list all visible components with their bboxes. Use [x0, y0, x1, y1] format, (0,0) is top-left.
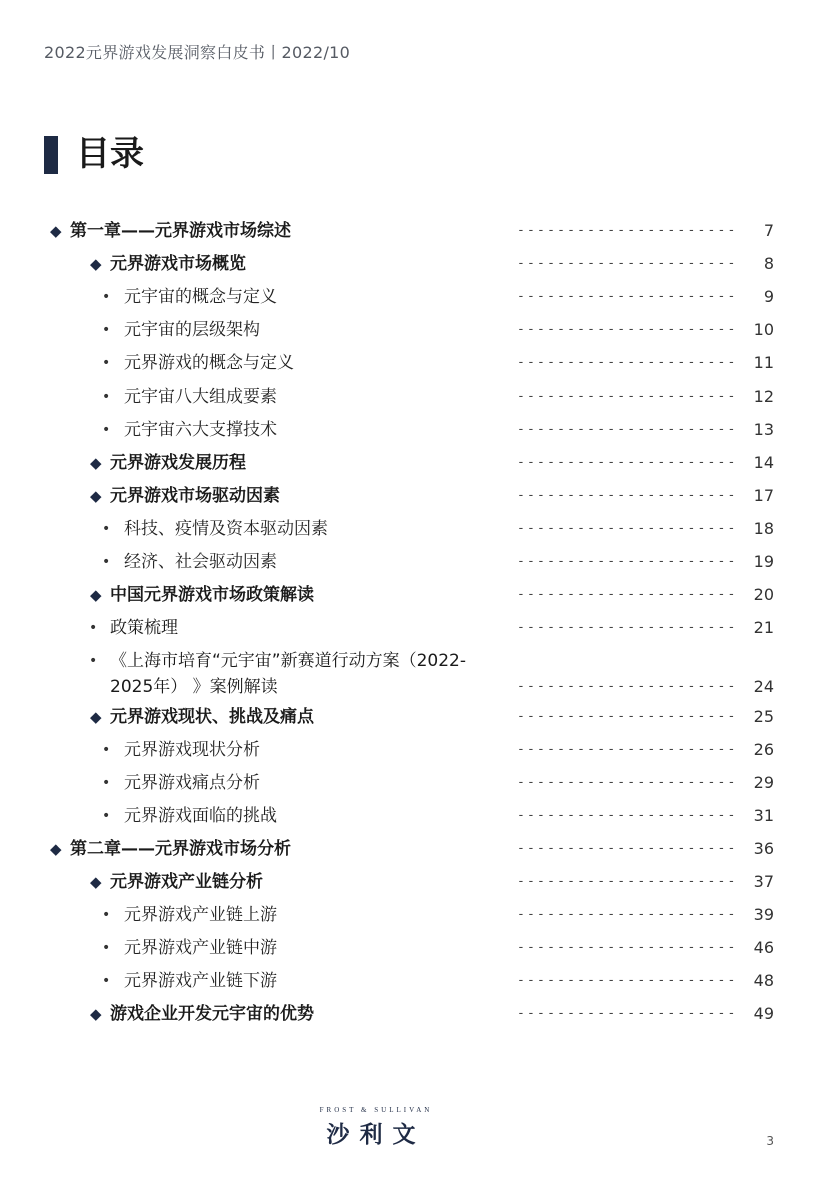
toc-leader-dashes: ---------------------- — [517, 421, 738, 437]
diamond-bullet-icon: ◆ — [90, 1005, 102, 1024]
toc-entry-page: 39 — [753, 905, 774, 925]
toc-entry-page: 11 — [753, 353, 774, 373]
diamond-bullet-icon: ◆ — [90, 707, 102, 726]
toc-entry-page: 13 — [753, 419, 774, 439]
toc-entry-label: 《上海市培育“元宇宙”新赛道行动方案（2022-2025年） 》案例解读 — [110, 651, 467, 698]
diamond-bullet-icon: ◆ — [90, 873, 102, 891]
toc-leader-dashes: ---------------------- — [517, 774, 738, 790]
toc-entry-page: 49 — [753, 1004, 774, 1024]
toc-entry-label: 元界游戏发展历程 — [110, 452, 246, 473]
toc-entry[interactable] — [0, 737, 822, 763]
toc-entry-page: 18 — [753, 518, 774, 538]
toc-entry-page: 24 — [753, 677, 774, 697]
company-logo — [316, 1106, 436, 1149]
toc-entry-page: 20 — [753, 585, 774, 605]
toc-entry-page: 9 — [763, 287, 774, 307]
toc-leader-dashes: ---------------------- — [517, 487, 738, 503]
toc-entry[interactable] — [0, 869, 822, 895]
toc-entry-page: 8 — [763, 254, 774, 274]
diamond-bullet-icon: ◆ — [50, 222, 62, 240]
toc-entry-page: 7 — [763, 221, 774, 240]
toc-entry[interactable] — [0, 417, 822, 443]
toc-entry[interactable] — [0, 284, 822, 310]
diamond-bullet-icon: ◆ — [90, 486, 102, 505]
toc-entry[interactable] — [0, 704, 822, 730]
toc-entry[interactable] — [0, 648, 822, 700]
toc-entry-label: 元界游戏的概念与定义 — [124, 353, 294, 374]
toc-entry[interactable] — [0, 902, 822, 928]
toc-entry[interactable] — [0, 384, 822, 410]
toc-entry[interactable] — [0, 516, 822, 542]
diamond-bullet-icon: ◆ — [90, 255, 102, 274]
toc-leader-dashes: ---------------------- — [517, 554, 738, 569]
toc-entry-label: 元界游戏现状分析 — [124, 739, 260, 760]
toc-entry-page: 12 — [753, 386, 774, 406]
toc-entry[interactable] — [0, 803, 822, 829]
dot-bullet-icon: • — [102, 421, 111, 438]
toc-entry-label: 元宇宙的概念与定义 — [124, 287, 277, 308]
toc-entry-label: 元界游戏现状、挑战及痛点 — [110, 706, 314, 727]
toc-leader-dashes: ---------------------- — [517, 322, 738, 338]
toc-leader-dashes: ---------------------- — [517, 256, 738, 272]
dot-bullet-icon: • — [102, 940, 111, 957]
toc-leader-dashes: ---------------------- — [517, 679, 738, 695]
dot-bullet-icon: • — [102, 907, 111, 924]
diamond-bullet-icon: ◆ — [90, 453, 102, 472]
toc-leader-dashes: ---------------------- — [517, 907, 738, 923]
toc-leader-dashes: ---------------------- — [517, 1006, 738, 1022]
toc-entry-page: 29 — [753, 772, 774, 792]
toc-entry-label: 元界游戏面临的挑战 — [124, 805, 277, 826]
toc-entry[interactable] — [0, 251, 822, 277]
toc-entry-page: 31 — [753, 805, 774, 825]
dot-bullet-icon: • — [102, 355, 111, 372]
toc-leader-dashes: ---------------------- — [517, 708, 738, 724]
dot-bullet-icon: • — [102, 774, 111, 791]
dot-bullet-icon: • — [102, 807, 111, 824]
dot-bullet-icon: • — [102, 973, 111, 990]
toc-entry-label: 元界游戏痛点分析 — [124, 772, 260, 793]
toc-leader-dashes: ---------------------- — [517, 289, 738, 305]
toc-entry-page: 48 — [753, 971, 774, 991]
toc-entry-label: 元宇宙八大组成要素 — [124, 386, 277, 407]
toc-entry[interactable] — [0, 968, 822, 994]
toc-entry-label: 元宇宙的层级架构 — [124, 320, 260, 341]
toc-entry[interactable] — [0, 770, 822, 796]
toc-entry[interactable] — [0, 549, 822, 575]
toc-entry-page: 21 — [753, 618, 774, 638]
logo-english-text: FROST & SULLIVAN — [319, 1106, 433, 1114]
dot-bullet-icon: • — [102, 322, 111, 339]
dot-bullet-icon: • — [89, 653, 98, 670]
toc-entry-label: 游戏企业开发元宇宙的优势 — [110, 1004, 314, 1025]
toc-entry-page: 14 — [753, 452, 774, 472]
toc-entry-page: 10 — [753, 320, 774, 340]
toc-leader-dashes: ---------------------- — [517, 874, 738, 889]
toc-leader-dashes: ---------------------- — [517, 223, 738, 238]
toc-entry-label: 元界游戏产业链下游 — [124, 971, 277, 992]
toc-entry[interactable] — [0, 317, 822, 343]
toc-leader-dashes: ---------------------- — [517, 940, 738, 956]
toc-entry[interactable] — [0, 483, 822, 509]
toc-entry-label: 政策梳理 — [110, 618, 178, 639]
toc-entry-label: 第二章——元界游戏市场分析 — [70, 838, 291, 859]
toc-entry-label: 经济、社会驱动因素 — [124, 552, 277, 572]
toc-entry-page: 25 — [753, 706, 774, 726]
page-number: 3 — [766, 1134, 774, 1148]
dot-bullet-icon: • — [102, 289, 111, 306]
toc-leader-dashes: ---------------------- — [517, 388, 738, 404]
toc-entry-page: 26 — [753, 739, 774, 759]
toc-entry-label: 元界游戏产业链分析 — [110, 872, 263, 892]
toc-leader-dashes: ---------------------- — [517, 454, 738, 470]
toc-leader-dashes: ---------------------- — [517, 973, 738, 989]
toc-entry-label: 元界游戏产业链中游 — [124, 938, 277, 959]
toc-entry-page: 37 — [753, 872, 774, 891]
title-accent-bar — [44, 136, 58, 174]
toc-entry[interactable] — [0, 582, 822, 608]
dot-bullet-icon: • — [102, 388, 111, 405]
toc-entry-label: 元宇宙六大支撑技术 — [124, 419, 277, 440]
toc-leader-dashes: ---------------------- — [517, 355, 738, 371]
toc-entry[interactable] — [0, 350, 822, 376]
toc-entry-label: 元界游戏市场概览 — [110, 254, 246, 275]
document-header: 2022元界游戏发展洞察白皮书丨2022/10 — [44, 43, 351, 62]
toc-leader-dashes: ---------------------- — [517, 520, 738, 536]
toc-entry[interactable] — [0, 1001, 822, 1027]
toc-entry[interactable] — [0, 836, 822, 862]
toc-leader-dashes: ---------------------- — [517, 807, 738, 823]
toc-entry-label: 科技、疫情及资本驱动因素 — [124, 518, 328, 539]
diamond-bullet-icon: ◆ — [90, 586, 102, 605]
toc-entry-label: 中国元界游戏市场政策解读 — [110, 585, 314, 606]
toc-entry[interactable] — [0, 615, 822, 641]
toc-entry-page: 46 — [753, 938, 774, 958]
toc-entry-label: 第一章——元界游戏市场综述 — [70, 221, 291, 241]
toc-entry[interactable] — [0, 450, 822, 476]
toc-leader-dashes: ---------------------- — [517, 840, 738, 856]
toc-entry-page: 17 — [753, 485, 774, 505]
toc-entry-label: 元界游戏产业链上游 — [124, 905, 277, 926]
diamond-bullet-icon: ◆ — [50, 839, 62, 858]
toc-leader-dashes: ---------------------- — [517, 741, 738, 757]
toc-leader-dashes: ---------------------- — [517, 587, 738, 603]
toc-leader-dashes: ---------------------- — [517, 620, 738, 636]
toc-entry-label: 元界游戏市场驱动因素 — [110, 485, 280, 506]
dot-bullet-icon: • — [102, 554, 111, 570]
logo-chinese-text: 沙利文 — [326, 1122, 426, 1148]
dot-bullet-icon: • — [89, 620, 98, 637]
page-title: 目录 — [76, 134, 144, 174]
toc-entry[interactable] — [0, 935, 822, 961]
toc-entry-page: 19 — [753, 552, 774, 571]
dot-bullet-icon: • — [102, 741, 111, 758]
dot-bullet-icon: • — [102, 520, 111, 537]
toc-entry[interactable] — [0, 218, 822, 244]
toc-entry-page: 36 — [753, 838, 774, 858]
